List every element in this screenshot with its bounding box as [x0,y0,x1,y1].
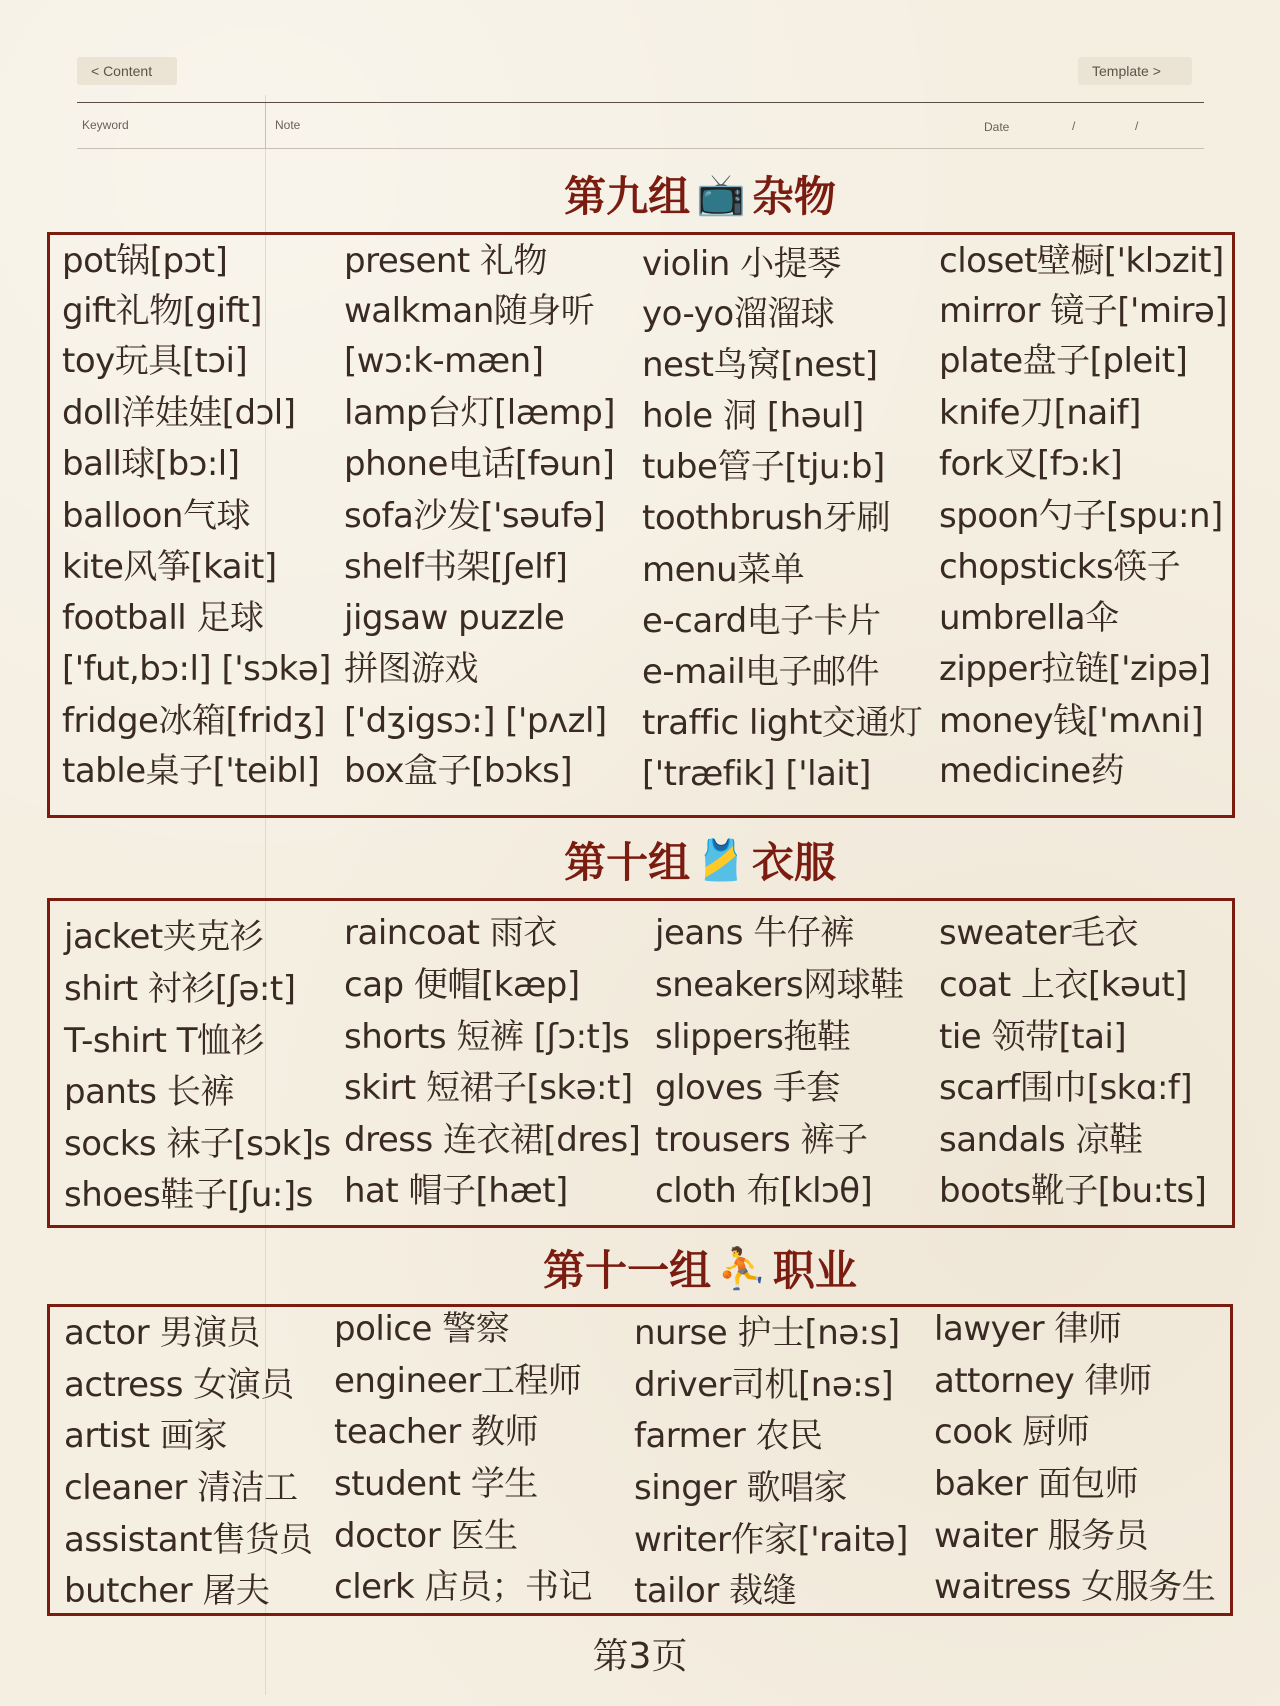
vocab-item: closet壁橱['klɔzit] [939,241,1224,281]
vocab-item: jacket夹克衫 [64,917,264,957]
vocab-item: driver司机[nə:s] [634,1365,894,1405]
tv-icon: 📺 [696,171,746,218]
vocab-box-group-11 [47,1304,1233,1616]
vocab-item: traffic light交通灯 [642,703,923,743]
vocab-item: money钱['mʌni] [939,701,1204,741]
basketball-player-icon: ⛹ [717,1245,767,1292]
section-title-text: 第十一组 [543,1246,712,1295]
vocab-item: farmer 农民 [634,1416,823,1456]
vocab-item: clerk 店员；书记 [334,1567,593,1607]
vocab-item: violin 小提琴 [642,244,841,284]
header-rule-bottom [77,148,1204,149]
vocab-item: raincoat 雨衣 [344,913,557,953]
vocab-item: teacher 教师 [334,1412,539,1452]
vocab-item: phone电话[fəun] [344,444,615,484]
header-divider [265,103,266,148]
vocab-item: nurse 护士[nə:s] [634,1313,900,1353]
vocab-item: chopsticks筷子 [939,547,1181,587]
vocab-item: e-mail电子邮件 [642,652,880,692]
vocab-item: doctor 医生 [334,1516,518,1556]
vocab-item: engineer工程师 [334,1361,582,1401]
vocab-item: student 学生 [334,1464,538,1504]
header-rule-top [77,102,1204,103]
vocab-item: waitress 女服务生 [934,1567,1216,1607]
vocab-item: trousers 裤子 [655,1120,868,1160]
vocab-item: shoes鞋子[ʃu:]s [64,1175,313,1215]
template-nav-button[interactable]: Template > [1078,57,1192,85]
vocab-item: coat 上衣[kəut] [939,965,1187,1005]
date-label: Date [984,120,1010,134]
section-title-text: 第十组 [564,838,691,887]
vocab-item: sweater毛衣 [939,913,1139,953]
vocab-item: cloth 布[klɔθ] [655,1171,873,1211]
vocab-item: attorney 律师 [934,1361,1152,1401]
vocab-item: tube管子[tju:b] [642,447,885,487]
vocab-item: present 礼物 [344,241,548,281]
vocab-item: ['træfik] ['lait] [642,754,871,794]
vocab-item: spoon勺子[spu:n] [939,496,1223,536]
vocab-item: ball球[bɔ:l] [62,444,240,484]
vocab-item: T-shirt T恤衫 [64,1021,265,1061]
vocab-item: sofa沙发['səufə] [344,496,606,536]
date-separator: / [1072,119,1076,133]
vocab-item: skirt 短裙子[skə:t] [344,1068,633,1108]
page-number: 第3页 [592,1636,688,1677]
vocab-item: walkman随身听 [344,291,595,331]
vocab-item: ['dʒigsɔ:] ['pʌzl] [344,701,607,741]
vocab-item: table桌子['teibl] [62,751,320,791]
vocab-item: football 足球 [62,598,264,638]
keyword-label: Keyword [82,118,129,132]
vocab-item: tie 领带[tai] [939,1017,1127,1057]
vocab-item: hat 帽子[hæt] [344,1171,568,1211]
vocab-item: yo-yo溜溜球 [642,294,835,334]
vocab-item: socks 袜子[sɔk]s [64,1124,331,1164]
vocab-item: artist 画家 [64,1416,227,1456]
vocab-box-group-10 [47,898,1235,1228]
vocab-item: box盒子[bɔks] [344,751,573,791]
vocab-item: tailor 裁缝 [634,1571,797,1611]
vocab-item: umbrella伞 [939,598,1119,638]
vocab-item: e-card电子卡片 [642,601,881,641]
vocab-item: singer 歌唱家 [634,1468,847,1508]
vocab-item: cap 便帽[kæp] [344,965,580,1005]
vocab-item: shorts 短裤 [ʃɔ:t]s [344,1017,630,1057]
vocab-item: jeans 牛仔裤 [655,913,854,953]
vocab-item: doll洋娃娃[dɔl] [62,393,296,433]
section-title-group-11 [440,1240,960,1296]
vocab-item: knife刀[naif] [939,393,1141,433]
vocab-item: sandals 凉鞋 [939,1120,1143,1160]
vocab-item: menu菜单 [642,550,805,590]
vocab-item: actor 男演员 [64,1313,260,1353]
vocab-item: baker 面包师 [934,1464,1139,1504]
section-title-text: 第九组 [564,172,691,221]
vocab-item: slippers拖鞋 [655,1017,851,1057]
vocab-item: plate盘子[pleit] [939,341,1188,381]
vocab-item: actress 女演员 [64,1365,294,1405]
vocab-item: shirt 衬衫[ʃə:t] [64,969,296,1009]
vocab-item: balloon气球 [62,496,250,536]
vocab-item: sneakers网球鞋 [655,965,904,1005]
vocab-item: hole 洞 [həul] [642,396,864,436]
content-nav-button[interactable]: < Content [77,57,177,85]
vocab-item: lamp台灯[læmp] [344,393,616,433]
vocab-box-group-9 [47,232,1235,818]
section-subtitle-text: 职业 [772,1246,857,1295]
tank-top-icon: 🎽 [696,837,746,884]
note-label: Note [275,118,301,132]
vocab-item: gift礼物[gift] [62,291,262,331]
section-title-group-9 [440,166,960,222]
vocab-item: [wɔ:k-mæn] [344,341,544,381]
vocab-item: ['fut,bɔ:l] ['sɔkə] [62,649,331,689]
vocab-item: 拼图游戏 [344,649,478,689]
vocab-item: police 警察 [334,1309,510,1349]
vocab-item: pants 长裤 [64,1072,234,1112]
vocab-item: writer作家['raitə] [634,1520,908,1560]
vocab-item: fork叉[fɔ:k] [939,444,1123,484]
vocab-item: cook 厨师 [934,1412,1090,1452]
vocab-item: pot锅[pɔt] [62,241,228,281]
section-subtitle-text: 杂物 [751,172,836,221]
vocab-item: butcher 屠夫 [64,1571,270,1611]
vocab-item: nest鸟窝[nest] [642,345,878,385]
date-separator: / [1135,119,1139,133]
vocab-item: gloves 手套 [655,1068,840,1108]
vocab-item: shelf书架[ʃelf] [344,547,568,587]
vocab-item: waiter 服务员 [934,1516,1149,1556]
vocab-item: dress 连衣裙[dres] [344,1120,641,1160]
section-title-group-10 [440,832,960,888]
vocab-item: medicine药 [939,751,1125,791]
vocab-item: lawyer 律师 [934,1309,1122,1349]
vocab-item: mirror 镜子['mirə] [939,291,1228,331]
vocab-item: toothbrush牙刷 [642,498,891,538]
vocab-item: toy玩具[tɔi] [62,341,248,381]
vocab-item: jigsaw puzzle [344,598,565,638]
vocab-item: zipper拉链['zipə] [939,649,1211,689]
vocab-item: assistant售货员 [64,1520,313,1560]
section-subtitle-text: 衣服 [751,838,836,887]
vocab-item: scarf围巾[skɑ:f] [939,1068,1193,1108]
vocab-item: cleaner 清洁工 [64,1468,298,1508]
vocab-item: boots靴子[bu:ts] [939,1171,1207,1211]
vocab-item: kite风筝[kait] [62,547,277,587]
vocab-item: fridge冰箱[fridʒ] [62,701,326,741]
